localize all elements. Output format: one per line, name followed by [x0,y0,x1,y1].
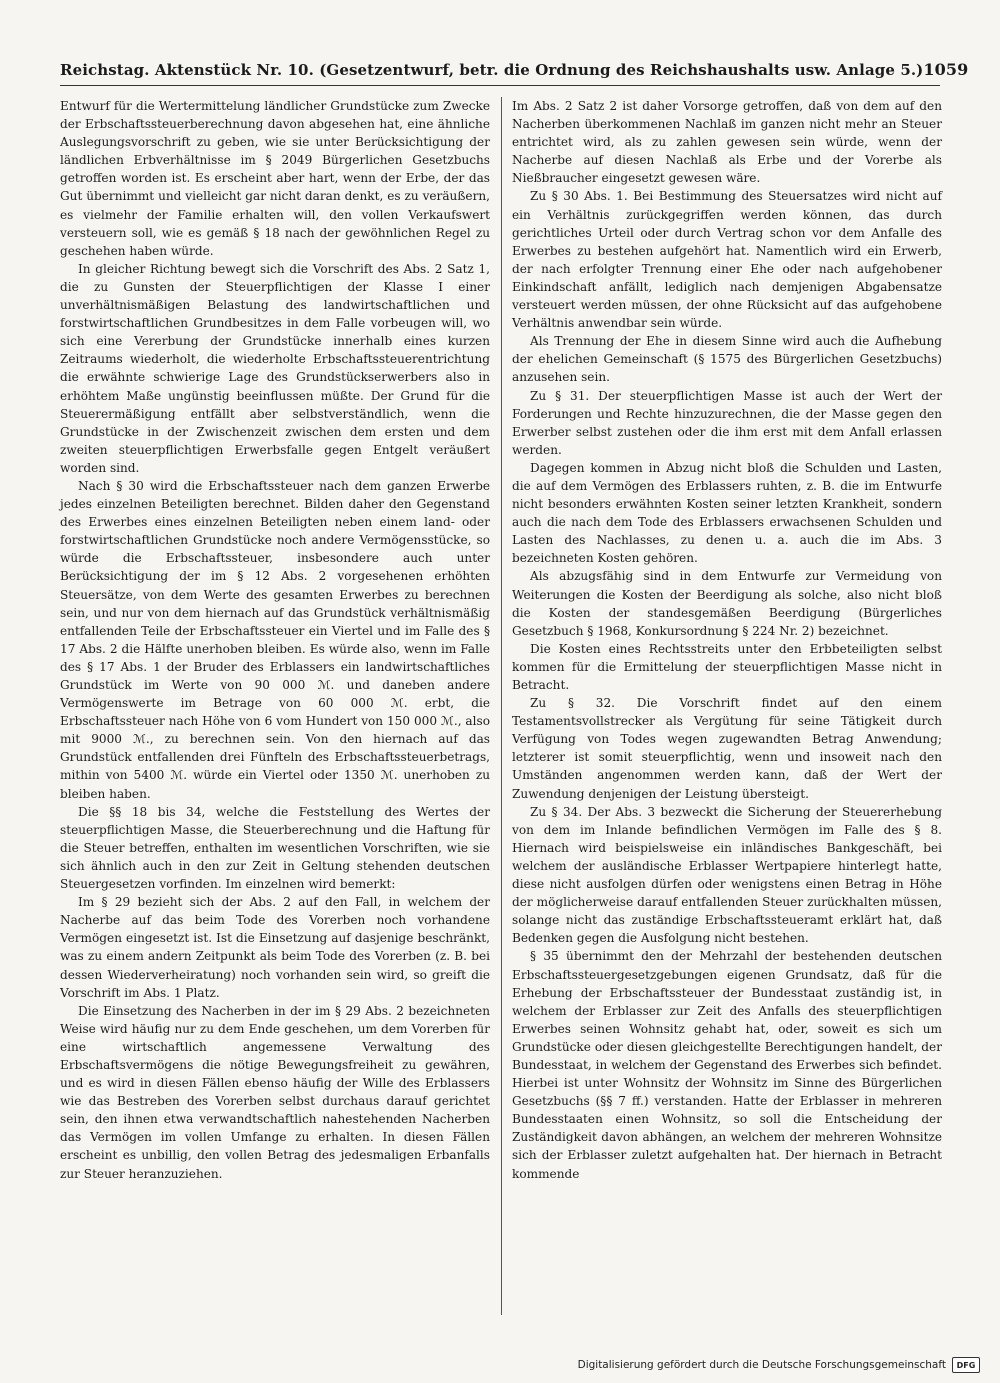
left-column [60,97,490,1183]
paragraph: Zu § 32. Die Vorschrift findet auf den einem Testamentsvollstrecker als Vergütung für seine Tätigkeit durch Verfügung von Todes wegen zugewandten Betrag Anwendung; letzterer ist somit steuerpflichtig, wenn und insoweit nach den Umständen angenommen werden kann, daß der Wert der Zuwendung denjenigen der Leistung übersteigt. [512,696,942,801]
paragraph: Nach § 30 wird die Erbschaftssteuer nach dem ganzen Erwerbe jedes einzelnen Beteiligten berechnet. Bilden daher den Gegenstand des Erwerbes eines einzelnen Beteiligten neben einem land- oder forstwirtschaftlichen Grundstücke noch andere Vermögensstücke, so würde die Erbschaftssteuer, insbesondere auch unter Berücksichtigung der im § 12 Abs. 2 vorgesehenen erhöhten Steuersätze, von dem Werte des gesamten Erwerbes zu berechnen sein, und nur von dem hiernach auf das Grundstück verhältnismäßig entfallenden Teile der Erbschaftssteuer ein Viertel und im Falle des § 17 Abs. 2 die Hälfte unerhoben bleiben. Es würde also, wenn im Falle des § 17 Abs. 1 der Bruder des Erblassers ein landwirtschaftliches Grundstück im Werte von 90 000 ℳ. und daneben andere Vermögenswerte im Betrage von 60 000 ℳ. erbt, die Erbschaftssteuer nach Höhe von 6 vom Hundert von 150 000 ℳ., also mit 9000 ℳ., zu berechnen sein. Von den hiernach auf das Grundstück entfallenden drei Fünfteln des Erbschaftssteuerbetrags, mithin von 5400 ℳ. würde ein Viertel oder 1350 ℳ. unerhoben zu bleiben haben. [60,478,490,801]
paragraph: Als abzugsfähig sind in dem Entwurfe zur Vermeidung von Weiterungen die Kosten der Beerdigung als solche, also nicht bloß die Kosten der standesgemäßen Beerdigung (Bürgerliches Gesetzbuch § 1968, Konkursordnung § 224 Nr. 2) bezeichnet. [512,569,942,638]
digitization-footer [578,1357,980,1373]
running-title: Reichstag. Aktenstück Nr. 10. (Gesetzentwurf, betr. die Ordnung des Reichshaushalts usw. Anlage 5.) [60,61,924,79]
paragraph: Dagegen kommen in Abzug nicht bloß die Schulden und Lasten, die auf dem Vermögen des Erblassers ruhten, z. B. die im Entwurfe nicht besonders erwähnten Kosten seiner letzten Krankheit, sondern auch die nach dem Tode des Erblassers erwachsenen Schulden und Lasten des Nachlasses, zu denen u. a. auch die im Abs. 3 bezeichneten Kosten gehören. [512,460,942,566]
paragraph: Zu § 31. Der steuerpflichtigen Masse ist auch der Wert der Forderungen und Rechte hinzuzurechnen, die der Masse gegen den Erwerber selbst zustehen oder die ihm erst mit dem Anfall erlassen werden. [512,388,942,457]
paragraph: Zu § 34. Der Abs. 3 bezweckt die Sicherung der Steuererhebung von dem im Inlande befindlichen Vermögen im Falle des § 8. Hiernach wird beispielsweise ein inländisches Bankgeschäft, bei welchem der ausländische Erblasser Wertpapiere hinterlegt hatte, diese nicht ausfolgen dürfen oder wenigstens einen Betrag in Höhe der möglicherweise darauf entfallenden Steuer zurückhalten müssen, solange nicht das zuständige Erbschaftssteueramt erklärt hat, daß Bedenken gegen die Ausfolgung nicht bestehen. [512,804,942,946]
paragraph: Die Einsetzung des Nacherben in der im § 29 Abs. 2 bezeichneten Weise wird häufig nur zu dem Ende geschehen, um dem Vorerben für eine wirtschaftlich angemessene Verwaltung des Erbschaftsvermögens die nötige Bewegungsfreiheit zu gewähren, und es wird in diesen Fällen ebenso häufig der Wille des Erblassers wie das Bestreben des Vorerben selbst durchaus darauf gerichtet sein, den ihnen etwa verwandtschaftlich nahestehenden Nacherben das Vermögen im vollen Umfange zu erhalten. In diesen Fällen erscheint es unbillig, den vollen Betrag des jedesmaligen Erbanfalls zur Steuer heranzuziehen. [60,1003,490,1181]
paragraph: Entwurf für die Wertermittelung ländlicher Grundstücke zum Zwecke der Erbschaftssteuerberechnung davon abgesehen hat, eine ähnliche Auslegungsvorschrift zu geben, wie sie unter Berücksichtigung der ländlichen Erbverhältnisse im § 2049 Bürgerlichen Gesetzbuchs getroffen worden ist. Es erscheint aber hart, wenn der Erbe, der das Gut übernimmt und vielleicht gar nicht daran denkt, es zu veräußern, es vielmehr der Familie erhalten will, den vollen Verkaufswert versteuern soll, wie es gemäß § 18 nach der gewöhnlichen Regel zu geschehen haben würde. [60,99,490,258]
funding-note: Digitalisierung gefördert durch die Deutsche Forschungsgemeinschaft [577,1359,946,1371]
column-divider [501,97,502,1315]
paragraph: Die §§ 18 bis 34, welche die Feststellung des Wertes der steuerpflichtigen Masse, die Steuerberechnung und die Haftung für die Steuer betreffen, enthalten im wesentlichen Vorschriften, wie sie sich ähnlich auch in den zur Zeit in Geltung stehenden deutschen Steuergesetzen vorfinden. Im einzelnen wird bemerkt: [60,804,490,892]
paragraph: In gleicher Richtung bewegt sich die Vorschrift des Abs. 2 Satz 1, die zu Gunsten der Steuerpflichtigen der Klasse I einer unverhältnismäßigen Belastung des landwirtschaftlichen und forstwirtschaftlichen Grundbesitzes in dem Falle vorbeugen will, wo sich eine Vererbung der Grundstücke innerhalb eines kurzen Zeitraums wiederholt, die wiederholte Erbschaftssteuerentrichtung die erwähnte schwierige Lage des Grundstückserwerbers also in erhöhtem Maße ungünstig beeinflussen müßte. Der Grund für die Steuerermäßigung entfällt aber selbstverständlich, wenn die Grundstücke in der Zwischenzeit zwischen dem ersten und dem zweiten steuerpflichtigen Erwerbsfalle gegen Entgelt veräußert worden sind. [60,261,490,475]
right-column [512,97,942,1183]
paragraph: Im § 29 bezieht sich der Abs. 2 auf den Fall, in welchem der Nacherbe auf das beim Tode des Vorerben noch vorhandene Vermögen eingesetzt ist. Ist die Einsetzung auf dasjenige beschränkt, was zu einem andern Zeitpunkt als beim Tode des Vorerben (z. B. bei dessen Wiederverheiratung) noch vorhanden sein wird, so greift die Vorschrift im Abs. 1 Platz. [60,895,490,1000]
page-number: 1059 [923,60,969,79]
text-columns [60,97,940,1357]
paragraph: Die Kosten eines Rechtsstreits unter den Erbbeteiligten selbst kommen für die Ermittelung der steuerpflichtigen Masse nicht in Betracht. [512,641,942,692]
paragraph: Zu § 30 Abs. 1. Bei Bestimmung des Steuersatzes wird nicht auf ein Verhältnis zurückgegriffen werden können, das durch gerichtliches Urteil oder durch Vertrag schon vor dem Anfalle des Erwerbes zu bestehen aufgehört hat. Namentlich wird ein Erwerb, der nach erfolgter Trennung einer Ehe oder nach aufgehobener Einkindschaft anfällt, lediglich nach demjenigen Abgabensatze versteuert werden müssen, der ohne Rücksicht auf das aufgehobene Verhältnis anwendbar sein würde. [512,189,942,331]
dfg-logo-icon: DFG [952,1357,980,1373]
paragraph: § 35 übernimmt den der Mehrzahl der bestehenden deutschen Erbschaftssteuergesetzgebungen eigenen Grundsatz, daß für die Erhebung der Erbschaftssteuer der Bundesstaat zuständig ist, in welchem der Erblasser zur Zeit des Anfalls des steuerpflichtigen Erwerbes seinen Wohnsitz gehabt hat, oder, soweit es sich um Grundstücke oder diesen gleichgestellte Berechtigungen handelt, der Bundesstaat, in welchem der Gegenstand des Erwerbes sich befindet. Hierbei ist unter Wohnsitz der Wohnsitz im Sinne des Bürgerlichen Gesetzbuchs (§§ 7 ff.) verstanden. Hatte der Erblasser in mehreren Bundesstaaten einen Wohnsitz, so soll die Entscheidung der Zuständigkeit davon abhängen, an welchem der mehreren Wohnsitze sich der Erblasser zuletzt aufgehalten hat. Der hiernach in Betracht kommende [512,949,942,1181]
paragraph: Als Trennung der Ehe in diesem Sinne wird auch die Aufhebung der ehelichen Gemeinschaft (§ 1575 des Bürgerlichen Gesetzbuchs) anzusehen sein. [512,334,942,385]
page-header [60,60,969,86]
paragraph: Im Abs. 2 Satz 2 ist daher Vorsorge getroffen, daß von dem auf den Nacherben überkommenen Nachlaß im ganzen nicht mehr an Steuer entrichtet wird, als zu zahlen gewesen sein würde, wenn der Nacherbe auf diesen Nachlaß als Erbe und der Vorerbe als Nießbraucher eingesetzt gewesen wäre. [512,99,942,186]
